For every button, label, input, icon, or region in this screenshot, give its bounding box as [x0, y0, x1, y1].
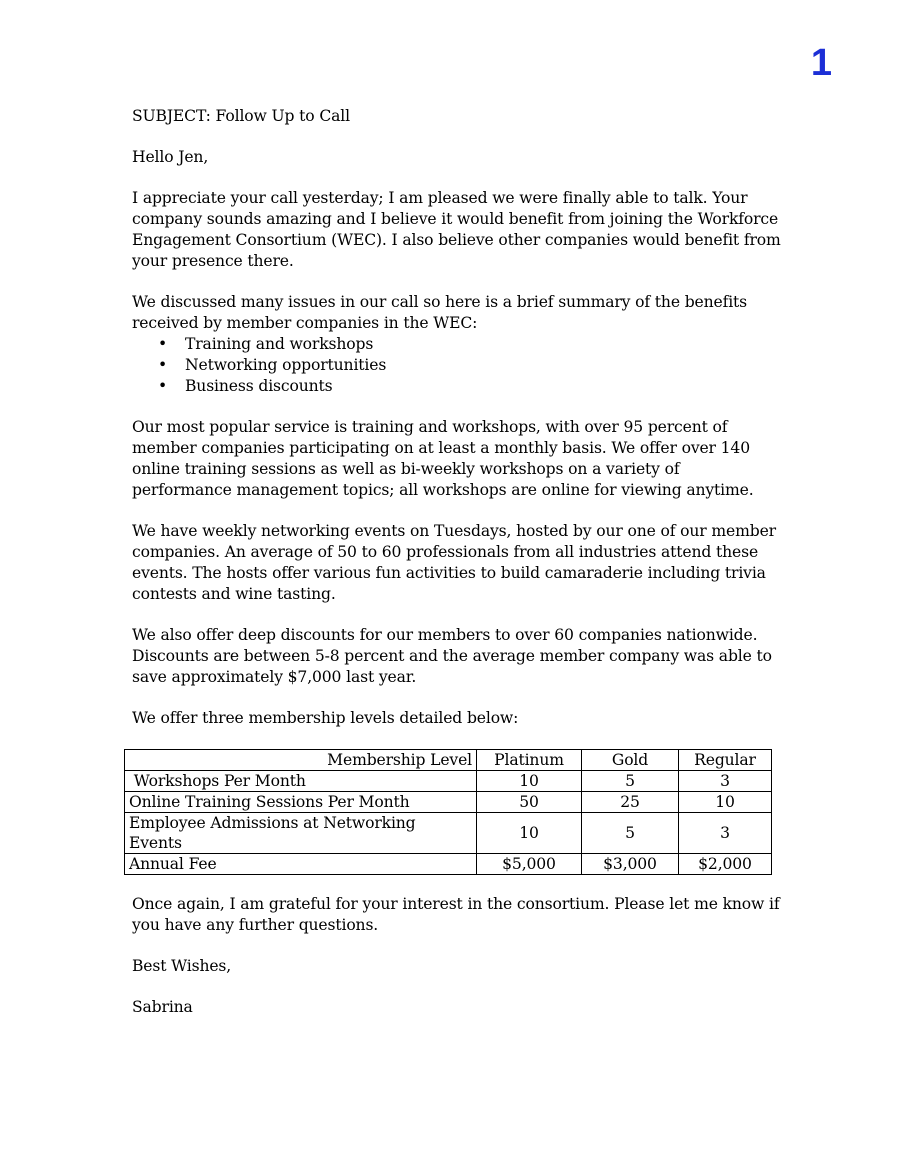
table-row	[125, 792, 772, 813]
cell-regular: $2,000	[679, 854, 772, 875]
benefit-text: Networking opportunities	[185, 356, 387, 374]
table-row	[125, 813, 772, 854]
cell-platinum: 50	[477, 792, 582, 813]
paragraph-networking: We have weekly networking events on Tuesdays, hosted by our one of our member companies. An average of 50 to 60 professionals from all industries attend these events. The hosts offer various fun activities to build camaraderie including trivia contests and wine tasting.	[132, 522, 776, 603]
header-regular: Regular	[679, 750, 772, 771]
header-platinum: Platinum	[477, 750, 582, 771]
cell-gold: 25	[582, 792, 679, 813]
subject-line: SUBJECT: Follow Up to Call	[132, 107, 350, 125]
benefit-text: Training and workshops	[185, 335, 374, 353]
list-item	[132, 355, 782, 376]
cell-regular: 3	[679, 813, 772, 854]
header-gold: Gold	[582, 750, 679, 771]
benefit-text: Business discounts	[185, 377, 333, 395]
paragraph-levels-intro: We offer three membership levels detailed below:	[132, 709, 519, 727]
list-item	[132, 376, 782, 397]
benefits-list	[132, 334, 782, 397]
cell-platinum: 10	[477, 813, 582, 854]
cell-regular: 3	[679, 771, 772, 792]
paragraph-training: Our most popular service is training and workshops, with over 95 percent of member companies participating on at least a monthly basis. We offer over 140 online training sessions as well as bi-weekly workshops on a variety of performance management topics; all workshops are online for viewing anytime.	[132, 418, 754, 499]
cell-platinum: $5,000	[477, 854, 582, 875]
paragraph-summary: We discussed many issues in our call so here is a brief summary of the benefits received by member companies in the WEC:	[132, 293, 748, 332]
cell-gold: 5	[582, 771, 679, 792]
paragraph-closing: Once again, I am grateful for your interest in the consortium. Please let me know if you have any further questions.	[132, 895, 780, 934]
membership-table	[124, 749, 772, 875]
table-row	[125, 771, 772, 792]
cell-regular: 10	[679, 792, 772, 813]
header-membership-level: Membership Level	[125, 750, 477, 771]
signature: Sabrina	[132, 998, 193, 1016]
cell-gold: 5	[582, 813, 679, 854]
table-row	[125, 854, 772, 875]
table-header-row	[125, 750, 772, 771]
bullet-icon: •	[158, 356, 168, 374]
row-label: Employee Admissions at Networking Events	[125, 813, 477, 854]
cell-gold: $3,000	[582, 854, 679, 875]
list-item	[132, 334, 782, 355]
bullet-icon: •	[158, 377, 168, 395]
row-label: Workshops Per Month	[125, 771, 477, 792]
bullet-icon: •	[158, 335, 168, 353]
cell-platinum: 10	[477, 771, 582, 792]
row-label: Online Training Sessions Per Month	[125, 792, 477, 813]
page-number: 1	[810, 42, 832, 84]
letter-body	[129, 106, 782, 1038]
greeting: Hello Jen,	[132, 148, 209, 166]
paragraph-discounts: We also offer deep discounts for our members to over 60 companies nationwide. Discounts are between 5-8 percent and the average member company was able to save approximately $7,000 last year.	[132, 626, 772, 686]
paragraph-intro: I appreciate your call yesterday; I am pleased we were finally able to talk. Your company sounds amazing and I believe it would benefit from joining the Workforce Engagement Consortium (WEC). I also believe other companies would benefit from your presence there.	[132, 189, 781, 270]
closing-salutation: Best Wishes,	[132, 957, 232, 975]
row-label: Annual Fee	[125, 854, 477, 875]
